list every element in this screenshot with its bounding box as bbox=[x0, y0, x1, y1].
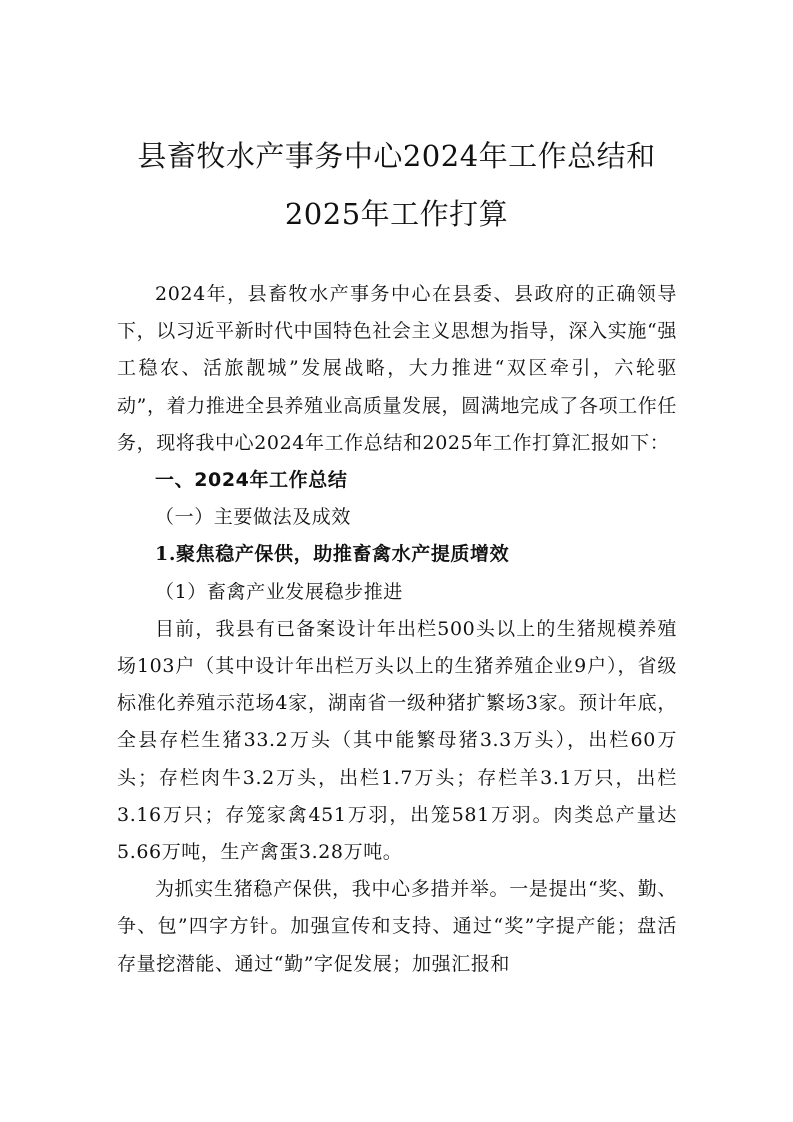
document-title-line-2: 2025年工作打算 bbox=[284, 197, 509, 231]
sub-item-heading: （1）畜禽产业发展稳步推进 bbox=[155, 580, 403, 603]
livestock-stats-paragraph: 目前，我县有已备案设计年出栏500头以上的生猪规模养殖场103户（其中设计年出栏万头以上的生猪养殖企业9户），省级标准化养殖示范场4家，湖南省一级种猪扩繁场3家。预计年底，全县存栏生猪33.2万头（其中能繁母猪3.3万头），出栏60万头；存栏肉牛3.2万头，出栏1.7万头；存栏羊3.1万只，出栏3.16万只；存笼家禽451万羽，出笼581万羽。肉类总产量达5.66万吨，生产禽蛋3.28万吨。 bbox=[117, 617, 677, 864]
item-heading: 1.聚焦稳产保供，助推畜禽水产提质增效 bbox=[155, 543, 510, 566]
intro-paragraph: 2024年，县畜牧水产事务中心在县委、县政府的正确领导下，以习近平新时代中国特色社会主义思想为指导，深入实施“强工稳农、活旅靓城”发展战略，大力推进“双区牵引，六轮驱动”，着力推进全县养殖业高质量发展，圆满地完成了各项工作任务，现将我中心2024年工作总结和2025年工作打算汇报如下： bbox=[117, 283, 677, 454]
section-heading: 一、2024年工作总结 bbox=[155, 469, 348, 492]
document-body bbox=[117, 276, 677, 983]
document-title-line-1: 县畜牧水产事务中心2024年工作总结和 bbox=[137, 139, 656, 173]
subsection-heading: （一）主要做法及成效 bbox=[155, 506, 352, 529]
pig-supply-paragraph: 为抓实生猪稳产保供，我中心多措并举。一是提出“奖、勤、争、包”四字方针。加强宣传和支持、通过“奖”字提产能；盘活存量挖潜能、通过“勤”字促发展；加强汇报和 bbox=[117, 878, 677, 975]
